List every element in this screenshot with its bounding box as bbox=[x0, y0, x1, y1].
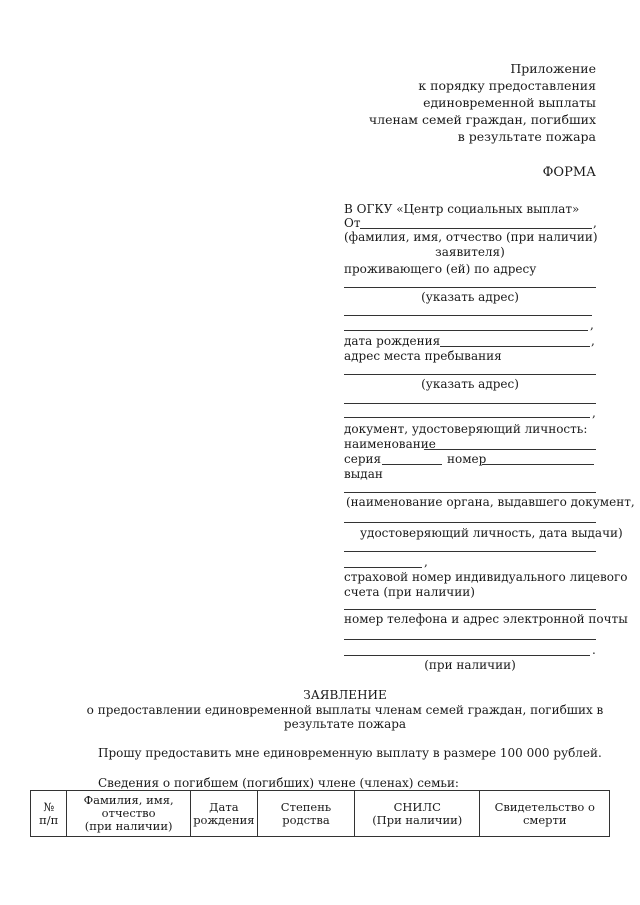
comma: , bbox=[424, 555, 428, 569]
number-field[interactable] bbox=[482, 464, 594, 465]
series-field[interactable] bbox=[382, 464, 442, 465]
contact-field[interactable] bbox=[344, 639, 596, 640]
name-hint: (фамилия, имя, отчество (при наличии) bbox=[344, 230, 598, 244]
column-header: Свидетельство о смерти bbox=[480, 791, 610, 837]
address-hint: (указать адрес) bbox=[421, 377, 519, 391]
residence-address-field[interactable] bbox=[344, 287, 596, 288]
statement-subtitle: результате пожара bbox=[283, 717, 407, 731]
series-label: серия bbox=[344, 452, 382, 466]
column-header: СНИЛС (При наличии) bbox=[355, 791, 480, 837]
residence-address-field-2[interactable] bbox=[344, 315, 592, 316]
issuer-field-3[interactable] bbox=[344, 551, 596, 552]
stay-address-field[interactable] bbox=[344, 374, 596, 375]
snils-label: счета (при наличии) bbox=[344, 585, 475, 599]
statement-subtitle: о предоставлении единовременной выплаты членам семей граждан, погибших в bbox=[86, 703, 604, 717]
issuer-hint: (наименование органа, выдавшего документ, bbox=[346, 495, 635, 509]
residence-address-field-3[interactable] bbox=[344, 330, 588, 331]
address-hint: (указать адрес) bbox=[421, 290, 519, 304]
comma: , bbox=[590, 318, 594, 332]
contact-hint: (при наличии) bbox=[424, 658, 516, 672]
birth-date-field[interactable] bbox=[440, 346, 590, 347]
contact-label: номер телефона и адрес электронной почты bbox=[344, 612, 628, 626]
issue-date-field[interactable] bbox=[344, 567, 422, 568]
from-label: От bbox=[344, 216, 361, 230]
comma: , bbox=[593, 216, 597, 230]
stay-address-field-2[interactable] bbox=[344, 403, 596, 404]
id-name-label: наименование bbox=[344, 437, 436, 451]
column-header: Фамилия, имя, отчество (при наличии) bbox=[67, 791, 190, 837]
recipient-line: В ОГКУ «Центр социальных выплат» bbox=[344, 202, 580, 216]
stay-address-field-3[interactable] bbox=[344, 417, 590, 418]
statement-title: ЗАЯВЛЕНИЕ bbox=[303, 688, 387, 702]
residing-label: проживающего (ей) по адресу bbox=[344, 262, 537, 276]
form-label: ФОРМА bbox=[542, 165, 596, 180]
stay-address-label: адрес места пребывания bbox=[344, 349, 502, 363]
issued-label: выдан bbox=[344, 467, 383, 481]
issuer-field[interactable] bbox=[344, 492, 596, 493]
column-header: № п/п bbox=[31, 791, 67, 837]
appendix-line: в результате пожара bbox=[457, 129, 596, 144]
appendix-line: членам семей граждан, погибших bbox=[368, 112, 596, 127]
column-header: Степень родства bbox=[257, 791, 354, 837]
number-label: номер bbox=[447, 452, 487, 466]
id-name-field[interactable] bbox=[424, 449, 596, 450]
period: . bbox=[592, 643, 596, 657]
deceased-table bbox=[30, 790, 610, 837]
appendix-line: к порядку предоставления bbox=[418, 78, 596, 93]
name-hint: заявителя) bbox=[435, 245, 505, 259]
contact-field-2[interactable] bbox=[344, 655, 590, 656]
column-header: Дата рождения bbox=[190, 791, 257, 837]
table-header-row bbox=[31, 791, 610, 837]
appendix-line: единовременной выплаты bbox=[423, 95, 596, 110]
snils-field[interactable] bbox=[344, 609, 596, 610]
issuer-hint: удостоверяющий личность, дата выдачи) bbox=[360, 526, 623, 540]
comma: , bbox=[591, 334, 595, 348]
birth-date-label: дата рождения bbox=[344, 334, 441, 348]
id-document-label: документ, удостоверяющий личность: bbox=[344, 422, 588, 436]
applicant-name-field[interactable] bbox=[360, 228, 592, 229]
appendix-title: Приложение bbox=[510, 61, 596, 76]
snils-label: страховой номер индивидуального лицевого bbox=[344, 570, 628, 584]
comma: , bbox=[592, 406, 596, 420]
table-intro: Сведения о погибшем (погибших) члене (членах) семьи: bbox=[98, 776, 459, 790]
request-text: Прошу предоставить мне единовременную выплату в размере 100 000 рублей. bbox=[98, 746, 602, 760]
issuer-field-2[interactable] bbox=[344, 522, 596, 523]
